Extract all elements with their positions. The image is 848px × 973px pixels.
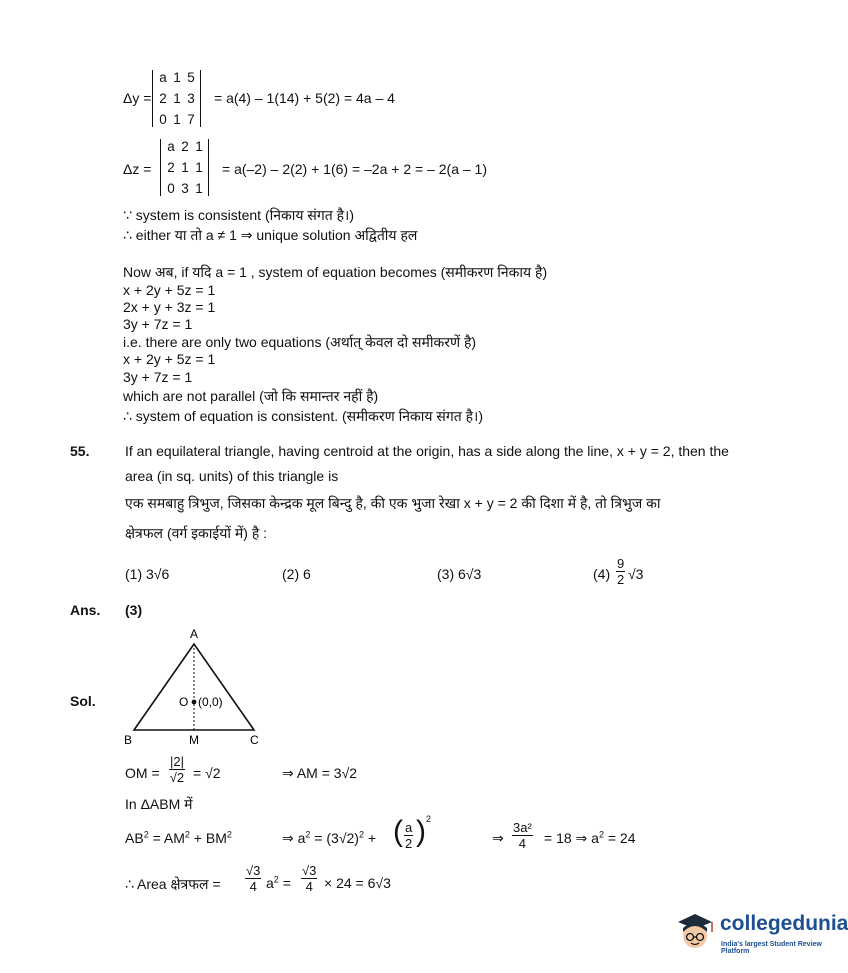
collegedunia-logo-icon	[674, 910, 716, 954]
question-text-en-1: If an equilateral triangle, having centroid at the origin, has a side along the line, x + y = 2, then the	[125, 443, 729, 459]
om-lhs: OM =	[125, 765, 160, 781]
three-a-sq-over-4: $\frac{\text{3a²}}{4}$	[513, 820, 532, 851]
question-text-en-2: area (in sq. units) of this triangle is	[125, 468, 339, 484]
om-fraction	[169, 754, 185, 785]
question-text-hi-1: एक समबाहु त्रिभुज, जिसका केन्द्रक मूल बिन्दु है, की एक भुजा रेखा x + y = 2 की दिशा में है, तो त्रिभुज का	[125, 495, 661, 511]
delta-z-cell: 1	[181, 160, 189, 175]
delta-z-cell: 1	[195, 160, 203, 175]
brand-name: collegedunia	[720, 912, 848, 935]
option-4-fraction	[616, 556, 625, 587]
unique-solution-line: ∴ either या तो a ≠ 1 ⇒ unique solution अद्वितीय हल	[123, 227, 418, 243]
delta-y-cell: a	[159, 70, 167, 85]
area-rhs: × 24 = 6√3	[324, 875, 391, 891]
a-over-2-fraction: $\frac{a}{2}$	[405, 820, 413, 851]
vertex-c-label: C	[250, 733, 259, 747]
answer-value: (3)	[125, 602, 143, 618]
option-4-numerator: 9	[617, 556, 625, 571]
result-arrow: ⇒	[492, 830, 504, 846]
om-numerator: |2|	[170, 754, 184, 769]
brand-tagline: India's largest Student Review Platform	[721, 941, 822, 955]
answer-label: Ans.	[70, 602, 101, 618]
origin-label: (0,0)	[198, 695, 223, 709]
delta-y-cell: 0	[159, 112, 167, 127]
am-result: ⇒ AM = 3√2	[282, 765, 358, 781]
delta-y-cell: 2	[159, 91, 167, 106]
delta-y-cell: 7	[187, 112, 195, 127]
equation-3: 3y + 7z = 1	[123, 316, 193, 332]
area-mid: $a^2$ =	[266, 874, 291, 891]
consistent-line: ∵ system is consistent (निकाय संगत है।)	[123, 207, 355, 223]
equation-2: 2x + y + 3z = 1	[123, 299, 216, 315]
delta-z-cell: 3	[181, 181, 189, 196]
option-3: (3) 6√3	[437, 566, 482, 582]
delta-z-label: Δz =	[123, 161, 152, 177]
case-a-equals-1: Now अब, if यदि a = 1 , system of equation becomes (समीकरण निकाय है)	[123, 264, 548, 280]
paren-left: (	[393, 815, 403, 848]
delta-z-cell: 2	[167, 160, 175, 175]
delta-y-matrix	[152, 70, 201, 127]
delta-y-cell: 1	[173, 91, 181, 106]
delta-y-cell: 1	[173, 112, 181, 127]
vertex-a-label: A	[190, 627, 199, 641]
delta-z-cell: 1	[195, 139, 203, 154]
delta-z-matrix	[160, 139, 209, 196]
midpoint-m-label: M	[189, 733, 199, 747]
delta-z-cell: 2	[181, 139, 189, 154]
om-rhs: = √2	[193, 765, 221, 781]
pythagoras-equation: $AB^2 = AM^2 + BM^2$	[125, 829, 232, 846]
option-4-radical: √3	[628, 566, 644, 582]
question-number: 55.	[70, 443, 90, 459]
area-fraction-2: $\frac{√3}{4}$	[302, 863, 317, 894]
area-lhs: ∴ Area क्षेत्रफल =	[125, 876, 221, 892]
a-squared-expansion: ⇒ $a^2 = (3√2)^2$ +	[282, 829, 377, 846]
option-4: (4)	[593, 566, 611, 582]
option-4-denominator: 2	[617, 572, 625, 587]
delta-y-cell: 1	[173, 70, 181, 85]
centroid-point	[192, 700, 197, 705]
paren-right: )	[416, 815, 426, 848]
delta-y-cell: 5	[187, 70, 195, 85]
paren-exponent: 2	[426, 814, 432, 824]
centroid-o-label: O	[179, 695, 189, 709]
equation-4: x + 2y + 5z = 1	[123, 351, 216, 367]
delta-y-label: Δy =	[123, 90, 152, 106]
triangle-figure	[118, 624, 278, 748]
question-text-hi-2: क्षेत्रफल (वर्ग इकाईयों में) है :	[125, 525, 268, 541]
delta-z-cell: 0	[167, 181, 175, 196]
option-1: (1) 3√6	[125, 566, 170, 582]
delta-z-cell: 1	[195, 181, 203, 196]
two-equations-line: i.e. there are only two equations (अर्थात् केवल दो समीकरणें है)	[123, 334, 477, 350]
option-2: (2) 6	[282, 566, 311, 582]
area-fraction-1: $\frac{√3}{4}$	[246, 863, 261, 894]
conclusion-line: ∴ system of equation is consistent. (समीकरण निकाय संगत है।)	[123, 408, 484, 424]
delta-y-expansion: = a(4) – 1(14) + 5(2) = 4a – 4	[214, 90, 395, 106]
om-denominator: √2	[169, 770, 185, 785]
equation-1: x + 2y + 5z = 1	[123, 282, 216, 298]
not-parallel-line: which are not parallel (जो कि समान्तर नहीं है)	[123, 388, 379, 404]
delta-y-cell: 3	[187, 91, 195, 106]
delta-z-expansion: = a(–2) – 2(2) + 1(6) = –2a + 2 = – 2(a – 1)	[222, 161, 487, 177]
equation-5: 3y + 7z = 1	[123, 369, 193, 385]
in-triangle-abm: In ΔABM में	[125, 796, 193, 812]
a-squared-result: = 18 ⇒ $a^2 = 24$	[544, 829, 636, 846]
vertex-b-label: B	[124, 733, 133, 747]
delta-z-cell: a	[167, 139, 175, 154]
solution-label: Sol.	[70, 693, 96, 709]
